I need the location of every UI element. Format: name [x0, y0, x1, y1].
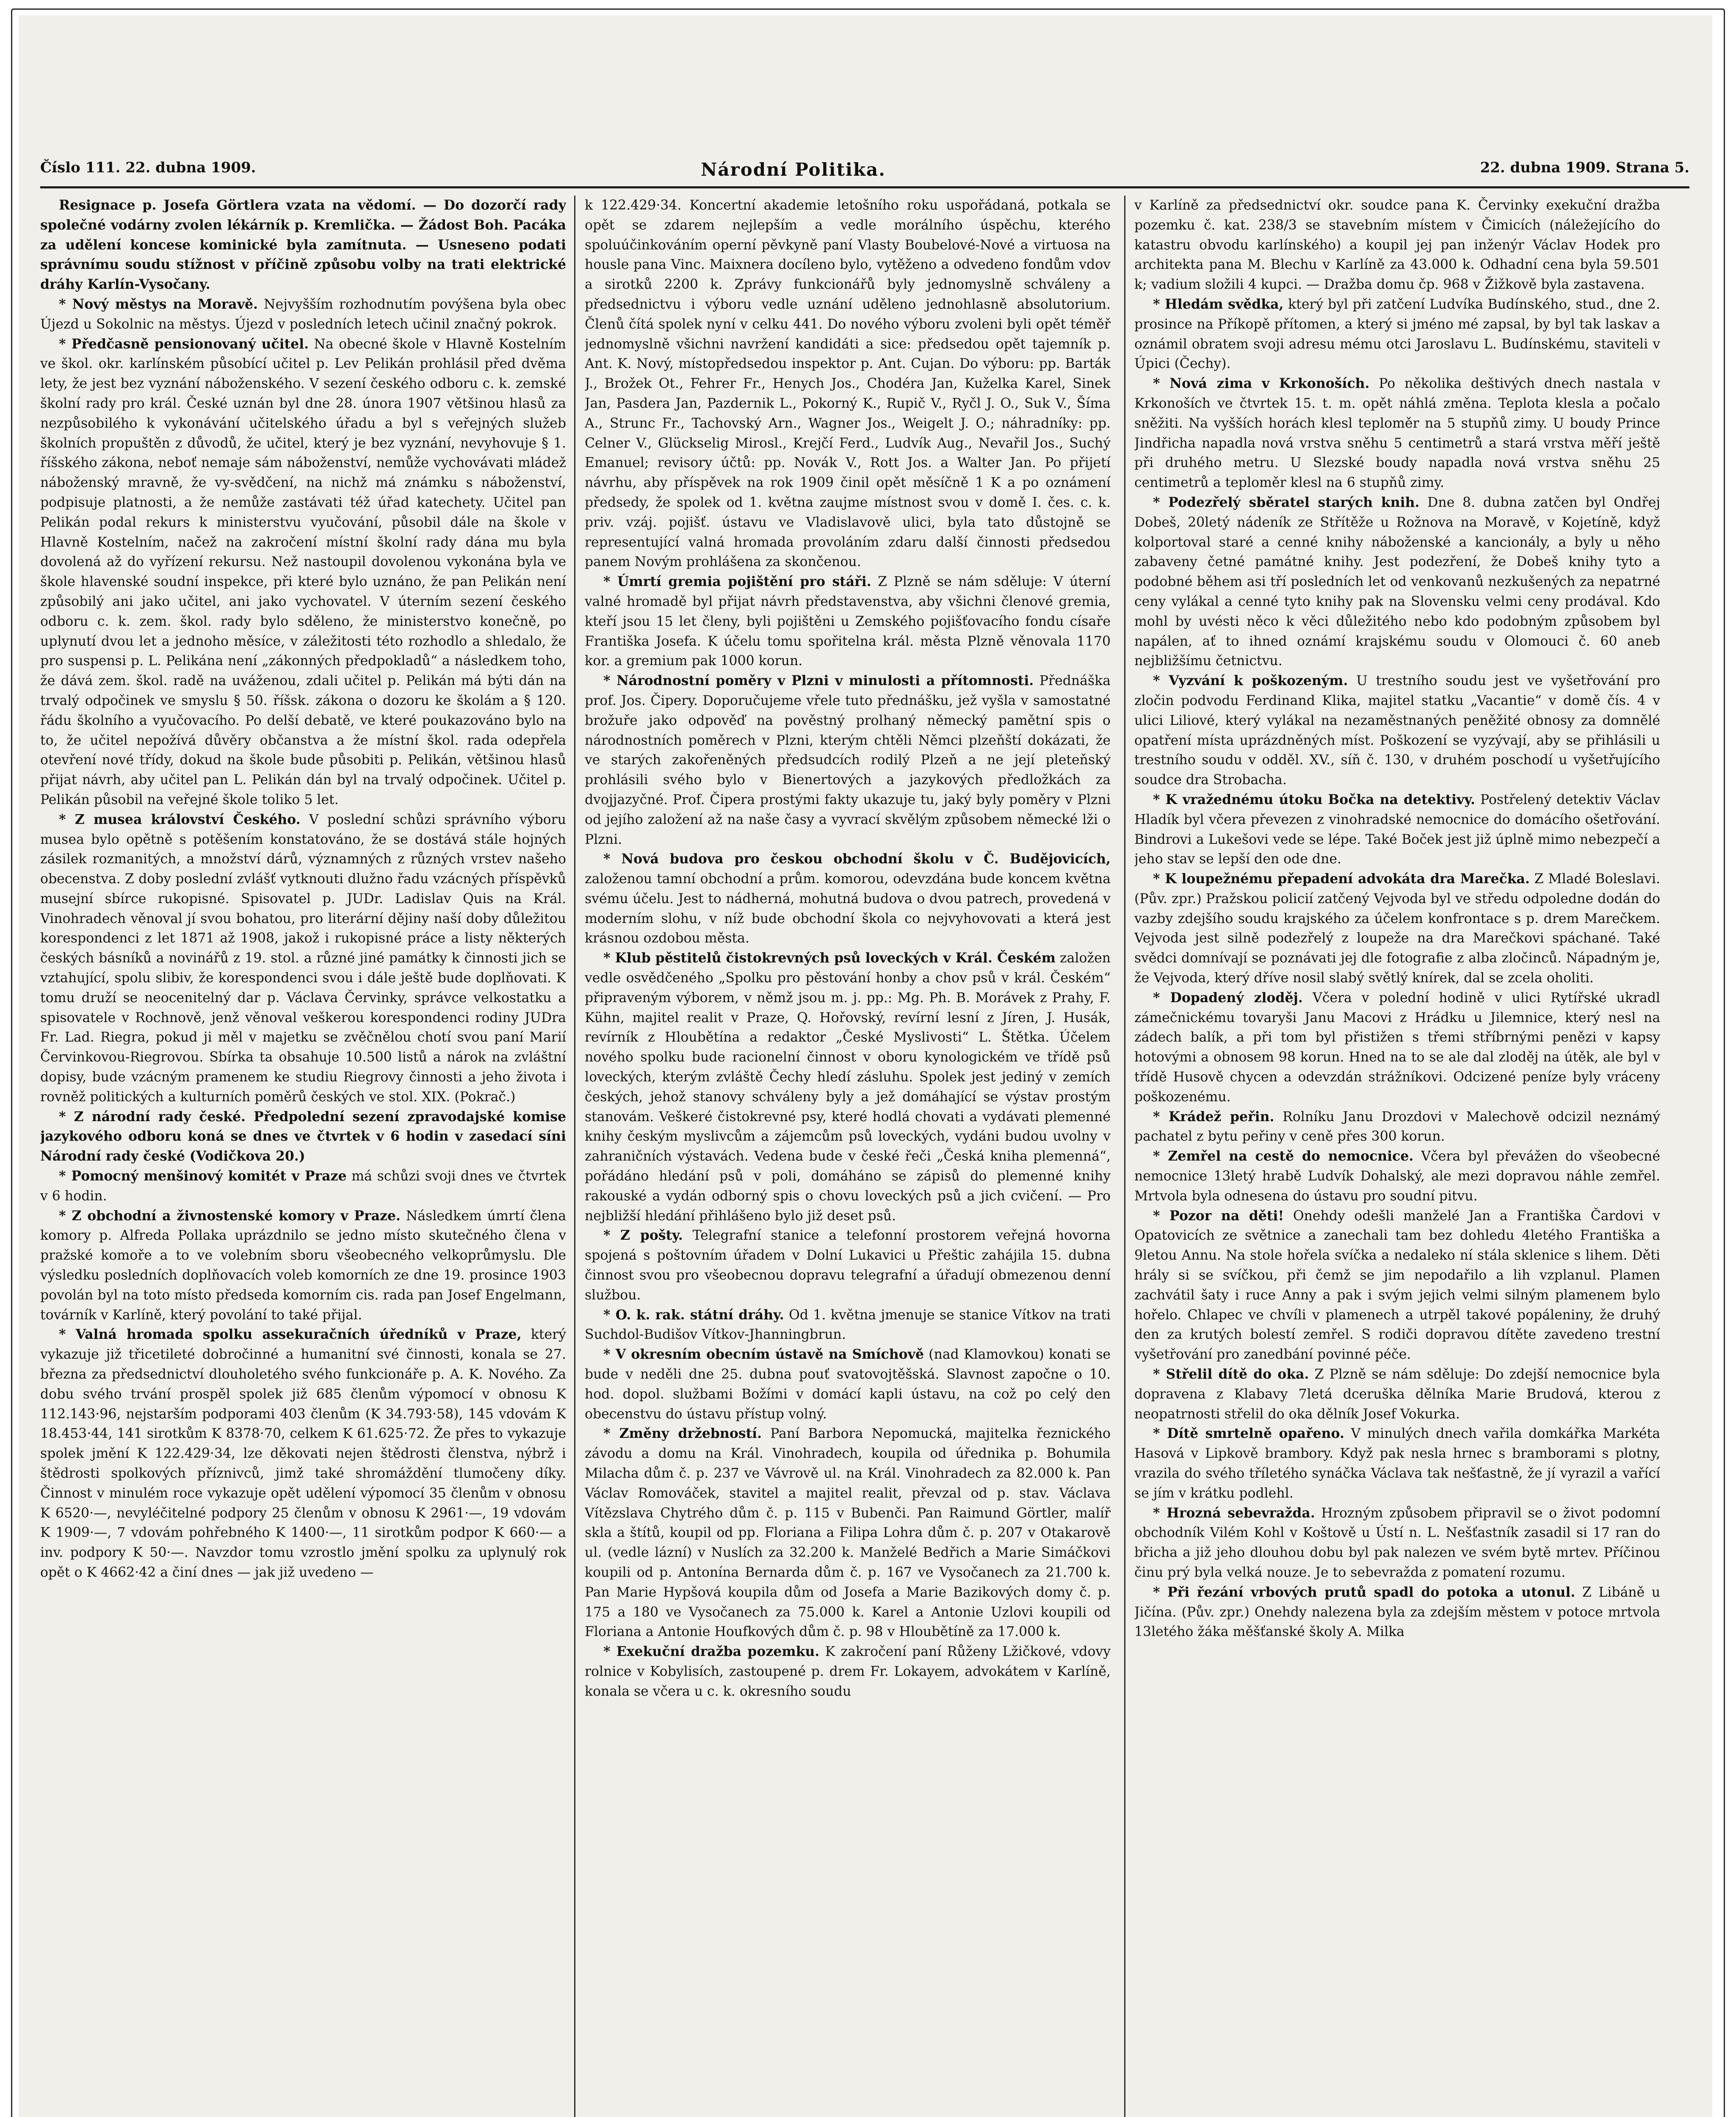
- article-paragraph: [1134, 1206, 1660, 1365]
- article-paragraph: [585, 1305, 1111, 1345]
- article-paragraph: [1134, 790, 1660, 869]
- article-paragraph: [585, 671, 1111, 849]
- article-headline: * Při řezání vrbových prutů spadl do potoka a utonul.: [1153, 1584, 1576, 1600]
- article-headline: Resignace p. Josefa Görtlera vzata na vědomí. — Do dozorčí rady společné vodárny zvolen lékárník p. Kremlička. — Žádost Boh. Pacáka za udělení koncese kominické byla zamítnuta. — Usneseno podati správnímu soudu stížnost v příčině způsobu volby na trati elektrické dráhy Karlín-Vysočany.: [40, 197, 566, 293]
- text-column-1: [40, 196, 566, 2117]
- page-header: [40, 157, 1689, 186]
- article-body: Rolníku Janu Drozdovi v Malechově odcizil neznámý pachatel z bytu peřiny v ceně přes 300 korun.: [1134, 1109, 1660, 1144]
- article-paragraph: [40, 810, 566, 1107]
- article-paragraph: [585, 948, 1111, 1226]
- article-body: Z Mladé Boleslavi. (Pův. zpr.) Pražskou policií zatčený Vejvoda byl ve středu odpoledne dodán do vazby zdejšího soudu krajského za účelem konfrontace s p. drem Marečkem. Vejvoda jest silně podezřelý z loupeže na dra Marečkovi spáchané. Také svědci domnívají se poznávati jej dle fotografie z alba zločinců. Nápadným je, že Vejvoda, který dříve nosil slabý světlý knírek, dal se zcela oholiti.: [1134, 871, 1660, 986]
- article-body: Včera v polední hodině v ulici Rytířské ukradl zámečnickému tovaryši Janu Macovi z Hrádku u Jilemnice, který nesl na zádech balík, a při tom byl přistižen s třemi stříbrnými penězi v kapsy hotovými a obnosem 98 korun. Hned na to se ale dal zloděj na útěk, ale byl v třídě Husově chycen a odevzdán strážníkovi. Odcizené peníze byly vráceny poškozenému.: [1134, 990, 1660, 1105]
- article-paragraph: [40, 196, 566, 295]
- article-paragraph: [1134, 1365, 1660, 1424]
- article-paragraph: [1134, 374, 1660, 493]
- article-body: který byl při zatčení Ludvíka Budínského, stud., dne 2. prosince na Příkopě přítomen, a který si jméno mé zapsal, by byl tak laskav a oznámil obratem svoji adresu mému otci Jaroslavu L. Budínskému, staviteli v Úpici (Čechy).: [1134, 296, 1660, 372]
- article-body: V minulých dnech vařila domkářka Markéta Hasová v Lipkově brambory. Když pak nesla hrnec s bramborami s plotny, vrazila do svého tříletého synáčka Václava tak nešťastně, že jí vyrazil a vařící se jím v krátku podlehl.: [1134, 1426, 1660, 1501]
- article-headline: * Nový městys na Moravě.: [59, 296, 258, 312]
- article-headline: * Zemřel na cestě do nemocnice.: [1153, 1148, 1414, 1164]
- article-body: Onehdy odešli manželé Jan a Františka Čardovi v Opatovicích ze světnice a zanechali tam bez dohledu 4letého Františka a 9letou Annu. Na stole hořela svíčka a nedaleko ní stála sklenice s lihem. Děti hrály si se svíčkou, při čemž se jim nepodařilo a lih vzplanul. Plamen zachvátil šaty i ruce Anny a pak i svým jejich velmi silným plamenem bylo hořelo. Chlapec ve chvíli v plamenech a utrpěl takové popáleniny, že druhý den za krutých bolestí zemřel. S rodiči dopravou dítěte zavedeno trestní vyšetřování pro zanedbání povinné péče.: [1134, 1208, 1660, 1363]
- article-paragraph: [40, 1325, 566, 1582]
- article-paragraph: [1134, 1424, 1660, 1503]
- article-paragraph: [1134, 1583, 1660, 1642]
- article-headline: * Z pošty.: [603, 1227, 683, 1244]
- article-body: Hrozným způsobem připravil se o život podomní obchodník Vilém Kohl v Koštově u Ústí n. L. Nešťastník zasadil si 17 ran do břicha a již jeho dlouhou dobu byl pak nalezen ve svém bytě mrtev. Příčinou činu prý byla velká nouze. Je to sebevražda z pomatení rozumu.: [1134, 1505, 1660, 1580]
- column-divider: [1124, 196, 1125, 2117]
- article-body: Z Plzně se nám sděluje: Do zdejší nemocnice byla dopravena z Klabavy 7letá dceruška dělníka Marie Brudová, kterou z neopatrnosti střelil do oka dělník Josef Vokurka.: [1134, 1367, 1660, 1422]
- article-paragraph: [585, 196, 1111, 572]
- article-headline: * Střelil dítě do oka.: [1153, 1366, 1309, 1382]
- article-body: Na obecné škole v Hlavně Kostelním ve škol. okr. karlínském působící učitel p. Lev Pelikán prohlásil před dvěma lety, že jest bez vyznání náboženského. V sezení českého odboru c. k. zemské školní rady pro král. České uznán byl dne 28. února 1907 většinou hlasů za nezpůsobilého k vykonávání učitelského úřadu a byl s veřejných služeb školních propuštěn z důvodů, že učitel, který je bez vyznání, nevyhovuje § 1. říšského zákona, neboť nemaje sám náboženství, nemůže vychovávati mládež náboženský mravně, že vy-svědčení, na nichž má známku s náboženství, podpisuje platnosti, a že nemůže zastávati též úřad katechety. Učitel pan Pelikán podal rekurs k ministerstvu vyučování, působil dále na škole v Hlavně Kostelním, načež na zakročení místní školní rady dána mu byla dovolená až do vyřízení rekursu. Než nastoupil dovolenou vykonána byla ve škole hlavenské soudní inspekce, při které bylo uznáno, že pan Pelikán není způsobilý ani jako učitel, ani jako vychovatel. V úterním sezení českého odboru c. k. zem. škol. rady bylo sděleno, že ministerstvo konečně, po uplynutí dvou let a jednoho měsíce, v záležitosti této rozhodlo a shledalo, že pro suspensi p. L. Pelikána není „zákonných předpokladů“ a následkem toho, že dává zem. škol. radě na uváženou, zdali učitel p. Pelikán má býti dán na trvalý odpočinek ve smyslu § 50. říšsk. zákona o dozoru ke školám a § 120. řádu školního a vyučovacího. Po delší debatě, ve které poukazováno bylo na to, že učitel nepožívá důvěry občanstva a že místní škol. rada odepřela otevření nové třídy, dokud na škole bude působiti p. Pelikán, většinou hlasů přijat návrh, aby učitel pan L. Pelikán dán byl na trvalý odpočinek. Učitel p. Pelikán působil na veřejné škole toliko 5 let.: [40, 336, 566, 807]
- header-rule: [40, 186, 1689, 188]
- article-paragraph: [1134, 988, 1660, 1107]
- article-body: Následkem úmrtí člena komory p. Alfreda Pollaka uprázdnilo se jedno místo skutečného člena v pražské komoře a to ve volebním sboru všeobecného velkoprůmyslu. Dle výsledku posledních doplňovacích voleb komorních ze dne 19. prosince 1903 povolán byl na toto místo předseda komorním cis. rada pan Josef Engelmann, továrník v Karlíně, který povolání to také přijal.: [40, 1208, 566, 1323]
- article-body: který vykazuje již třicetileté dobročinné a humanitní své činnosti, konala se 27. března za předsednictví dlouholetého svého funkcionáře p. A. K. Nového. Za dobu svého trvání prospěl spolek již 685 členům výpomocí v obnosu K 112.143·96, nejstarším podporami 403 členům (K 34.793·58), 145 vdovám K 18.453·44, 141 sirotkům K 8378·70, celkem K 61.625·72. Že přes to vykazuje spolek jmění K 122.429·34, lze děkovati nejen štědrosti členstva, nýbrž i štědrosti spolkových příznivců, jimž také shromáždění tlumočeny díky. Činnost v minulém roce vykazuje opět udělení výpomocí 35 členům v obnosu K 6520·—, nevyléčitelné podpory 25 členům v obnosu K 2961·—, 19 vdovám K 1909·—, 7 vdovám pohřebného K 1400·—, 11 sirotkům podpor K 660·— a inv. podpory K 50·—. Navzdor tomu vzrostlo jmění spolku za uplynulý rok opět o K 4662·42 a činí dnes — jak již uvedeno —: [40, 1327, 566, 1580]
- article-headline: * V okresním obecním ústavě na Smíchově: [603, 1346, 924, 1363]
- article-paragraph: [40, 334, 566, 810]
- article-paragraph: [1134, 493, 1660, 671]
- article-headline: * Podezřelý sběratel starých knih.: [1153, 494, 1420, 510]
- article-body: Po několika deštivých dnech nastala v Krkonoších ve čtvrtek 15. t. m. opět náhlá změna. Teplota klesla a počalo sněžiti. Na vyšších horách klesl teploměr na 5 stupňů zimy. U boudy Prince Jindřicha napadla nová vrstva sněhu 5 centimetrů a stará vrstva měří ještě při druhého metru. U Slezské boudy napadla nová vrstva sněhu 25 centimetrů a teploměr klesl na 6 stupňů zimy.: [1134, 376, 1660, 491]
- article-body: založen vedle osvědčeného „Spolku pro pěstování honby a chov psů v král. Českém“ připraveným výborem, v němž jsou m. j. pp.: Mg. Ph. B. Morávek z Prahy, F. Kühn, majitel realit v Praze, Q. Hořovský, revírní lesní z Jíren, J. Husák, revírník z Hloubětína a redaktor „České Myslivosti“ L. Štětka. Účelem nového spolku bude racionelní činnost v oboru kynologickém ve třídě psů loveckých, kterým zvláště Čechy hledí zásluhu. Spolek jest jediný v zemích českých, jehož stanovy schváleny byly a jež domáhající se výstav prostým stanovám. Veškeré čistokrevné psy, které hodlá chovati a vydávati plemenné knihy českým myslivcům a zájemcům psů loveckých, vydáni budou uvolny v zahraničních výstavách. Vedena bude v české řeči „Česká kniha plemenná“, pořádáno hledání psů v poli, domáháno se zápisů do plemenné knihy rakouské a vydán odborný spis o chovu loveckých psů a jich cvičení. — Pro nejbližší hledání přihlášeno bylo již deset psů.: [585, 951, 1111, 1224]
- article-headline: * Nová zima v Krkonoších.: [1153, 376, 1370, 392]
- article-paragraph: [585, 1226, 1111, 1305]
- article-body: Přednáška prof. Jos. Čipery. Doporučujeme vřele tuto přednášku, jež vyšla v samostatné brožuře jako odpověď na pověstný prolhaný německý pamětní spis o národnostních poměrech v Plzni, kterým chtěli Němci plzeňští dokázati, že ve starých zakořeněných předsudcích rodilý Plzeň a ne její pleteňský prohlásili svého bylo v Bienertových a jazykových předložkách za dvojjazyčné. Prof. Čipera prostými fakty ukazuje tu, jaký byly poměry v Plzni od jejího založení až na naše časy a vyvrací skvělým způsobem německé lži o Plzni.: [585, 673, 1111, 847]
- masthead-title: Národní Politika.: [701, 159, 886, 180]
- article-headline: * Národnostní poměry v Plzni v minulosti a přítomnosti.: [603, 673, 1034, 689]
- article-body: v Karlíně za předsednictví okr. soudce pana K. Červinky exekuční dražba pozemku č. kat. 238/3 se stavebním místem v Čimicích (náležejícího do katastru obvodu karlínského) a koupil jej pan inženýr Václav Hodek pro architekta pana M. Blechu v Karlíně za 43.000 k. Odhadní cena byla 59.501 k; vadium složili 4 kupci. — Dražba domu čp. 968 v Žižkově byla zastavena.: [1134, 198, 1660, 293]
- article-headline: * Pomocný menšinový komitét v Praze: [59, 1168, 347, 1184]
- article-paragraph: [1134, 1503, 1660, 1583]
- article-paragraph: [1134, 1107, 1660, 1147]
- article-body: U trestního soudu jest ve vyšetřování pro zločin podvodu Ferdinand Klika, majitel statku „Vacantie“ v domě čís. 4 v ulici Liliové, který vylákal na nezaměstnaných peněžité obnosy za domnělé opatření místa uprázdněných míst. Poškození se vyzývají, aby se přihlásili u trestního soudu v odděl. XV., síň č. 130, v druhém poschodí u vyšetřujícího soudce dra Strobacha.: [1134, 673, 1660, 788]
- article-headline: * Hrozná sebevražda.: [1153, 1505, 1315, 1521]
- article-paragraph: [1134, 1147, 1660, 1206]
- article-headline: * Krádež peřin.: [1153, 1108, 1274, 1125]
- article-headline: * Pozor na děti!: [1153, 1208, 1284, 1224]
- article-headline: * Z národní rady české. Předpolední sezení zpravodajské komise jazykového odboru koná se dnes ve čtvrtek v 6 hodin v zasedací síni Národní rady české (Vodičkova 20.): [40, 1108, 566, 1164]
- article-headline: * Valná hromada spolku assekuračních úředníků v Praze,: [59, 1327, 522, 1343]
- article-headline: * Vyzvání k poškozeným.: [1153, 673, 1348, 689]
- article-paragraph: [585, 1642, 1111, 1701]
- article-headline: * Nová budova pro českou obchodní školu v Č. Budějovicích,: [603, 851, 1111, 867]
- article-paragraph: [40, 295, 566, 334]
- article-headline: * Předčasně pensionovaný učitel.: [59, 336, 309, 352]
- article-body: Z Libáně u Jičína. (Pův. zpr.) Onehdy nalezena byla za zdejším městem v potoce mrtvola 13letého žáka měšťanské školy A. Milka: [1134, 1584, 1660, 1640]
- article-headline: * Exekuční dražba pozemku.: [603, 1644, 820, 1660]
- article-body: Z Plzně se nám sděluje: V úterní valné hromadě byl přijat návrh představenstva, aby všichni členové gremia, kteří jsou 15 let členy, byli pojištěni u Zemského pojišťovacího fondu císaře Františka Josefa. K účelu tomu spořitelna král. města Plzně věnovala 1170 kor. a gremium pak 1000 korun.: [585, 574, 1111, 669]
- article-body: založenou tamní obchodní a prům. komorou, odevzdána bude koncem května svému účelu. Jest to nádherná, mohutná budova o dvou patrech, provedená v moderním slohu, v níž bude obchodní škola co nejvyhovovati a která jest krásnou ozdobou města.: [585, 871, 1111, 946]
- article-paragraph: [1134, 671, 1660, 790]
- article-paragraph: [40, 1206, 566, 1325]
- article-headline: * K loupežnému přepadení advokáta dra Marečka.: [1153, 871, 1530, 887]
- article-body: V poslední schůzi správního výboru musea bylo opětně s potěšením konstatováno, že se dostává stále hojných zásilek rozmanitých, a množství dárů, významných z různých vrstev našeho obecenstva. Z doby poslední zvlášť vytknouti dlužno řadu vzácných příspěvků musejní sbírce rukopisné. Spisovatel p. JUDr. Ladislav Quis na Král. Vinohradech věnoval jí svou bohatou, pro literární dějiny naší doby důležitou korespondenci z let 1871 až 1908, jakož i rukopisné práce a listy některých českých básníků a novinářů z 19. stol. a různé jiné památky k činnosti jich se vztahující, spolu slibiv, že korespondenci svou i dále ještě bude doplňovati. K tomu druží se neocenitelný dar p. Václava Červinky, správce velkostatku a spisovatele v Rochnově, jenž věnoval veškerou korespondenci rodiny JUDra Fr. Lad. Riegra, pokud ji měl v majetku se zvěčnělou chotí svou paní Marií Červinkovou-Riegrovou. Sbírka ta obsahuje 10.500 listů a nárok na zvláštní dopisy, bude vzácným pramenem ke studiu Riegrovy činnosti a jeho života i rovněž politických a kulturních poměrů českých ve stol. XIX. (Pokrač.): [40, 812, 566, 1105]
- article-paragraph: [40, 1107, 566, 1166]
- article-body: (nad Klamovkou) konati se bude v neděli dne 25. dubna pouť svatovojtěšská. Slavnost započne o 10. hod. dopol. službami Božími v domácí kapli ústavu, na což po celý den obecenstvu do ústavu přístup volný.: [585, 1347, 1111, 1422]
- article-paragraph: [585, 1424, 1111, 1642]
- article-headline: * O. k. rak. státní dráhy.: [603, 1307, 784, 1323]
- article-paragraph: [1134, 196, 1660, 295]
- article-body: Nejvyšším rozhodnutím povýšena byla obec Újezd u Sokolnic na městys. Újezd v posledních letech učinil značný pokrok.: [40, 296, 566, 332]
- article-headline: * Změny držebností.: [603, 1426, 762, 1442]
- article-paragraph: [585, 1345, 1111, 1424]
- article-headline: * Úmrtí gremia pojištění pro stáři.: [603, 574, 871, 590]
- article-headline: * Z musea království Českého.: [59, 811, 301, 827]
- article-body: Dne 8. dubna zatčen byl Ondřej Dobeš, 20letý nádeník ze Střítěže u Rožnova na Moravě, v Kojetíně, když kolportoval staré a cenné knihy náboženské a kancionály, a byly u něho zabaveny četné památné knihy. Jest podezření, že Dobeš knihy tyto a podobné během asi tří posledních let od venkovanů nezkušených za nepatrné ceny vylákal a cenné tyto knihy pak na Slovensku velmi ceny prodával. Kdo mohl by uvésti něco k věci důležitého nebo kdo podobným způsobem byl napálen, ať to ihned oznámí krajskému soudu v Olomouci č. 60 aneb nejbližšímu četnictvu.: [1134, 495, 1660, 669]
- article-headline: * Z obchodní a živnostenské komory v Praze.: [59, 1208, 401, 1224]
- article-body: Paní Barbora Nepomucká, majitelka řeznického závodu a domu na Král. Vinohradech, koupila od úřednika p. Bohumila Milacha dům č. p. 237 ve Vávrově ul. na Král. Vinohradech za 82.000 k. Pan Václav Romováček, stavitel a majitel realit, převzal od p. stav. Václava Vítězslava Chytrého dům č. p. 115 v Bubenči. Pan Raimund Görtler, malíř skla a štítů, koupil od pp. Floriana a Filipa Lohra dům č. p. 207 v Otakarově ul. (vedle lázní) v Nuslích za 32.200 k. Manželé Bedřich a Marie Simáčkovi koupili od p. Antonína Bernarda dům č. p. 167 ve Vysočanech za 21.700 k. Pan Marie Hypšová koupila dům od Josefa a Marie Bazikových domy č. p. 175 a 180 ve Vysočanech za 75.000 k. Karel a Antonie Uzlovi koupili od Floriana a Antonie Houfkových dům č. p. 98 v Hloubětíně za 17.000 k.: [585, 1426, 1111, 1640]
- text-column-3: [1134, 196, 1660, 2117]
- article-body: k 122.429·34. Koncertní akademie letošního roku uspořádaná, potkala se opět se zdarem nejlepším a vedle morálního úspěchu, kterého spoluúčinkováním operní pěvkyně paní Vlasty Boubelové-Nové a virtuosa na housle pana Vinc. Maixnera docíleno bylo, vytěženo a odvedeno fondům vdov a sirotků 2200 k. Zprávy funkcionářů byly jednomyslně schváleny a předsednictvu i výboru vedle uznání uděleno jednohlasně absolutorium. Členů čítá spolek nyní v celku 441. Do nového výboru zvoleni byli opět téměř jednomyslně všichni navržení kandidáti a sice: předsedou opět tajemník p. Ant. K. Nový, místopředsedou inspektor p. Ant. Cujan. Do výboru: pp. Barták J., Brožek Ot., Fehrer Fr., Henych Jos., Chodéra Jan, Kuželka Karel, Sinek Jan, Pasdera Jan, Pazdernik L., Pokorný K., Rupič V., Ryčl J. O., Suk V., Šíma A., Strunc Fr., Tachovský Arn., Wagner Jos., Weigelt J. O.; náhradníky: pp. Celner V., Glückselig Mirosl., Krejčí Ferd., Ludvík Aug., Nevařil Jos., Suchý Emanuel; revisory účtů: pp. Novák V., Rott Jos. a Walter Jan. Po přijetí návrhu, aby příspěvek na rok 1909 činil opět měsíčně 1 K a po oznámení předsedy, že spolek od 1. května zaujme místnost svou v domě I. čes. c. k. priv. vzáj. pojišť. ústavu ve Vladislavově ulici, byla tato důstojně se representující valná hromada provoláním zdaru další činnosti předsedou panem Novým prohlášena za skončenou.: [585, 198, 1111, 570]
- text-column-2: [585, 196, 1111, 2117]
- issue-number-date: Číslo 111. 22. dubna 1909.: [40, 159, 256, 176]
- article-body: Telegrafní stanice a telefonní prostorem veřejná hovorna spojená s poštovním úřadem v Dolní Lukavici u Přeštic zahájila 15. dubna činnost svou pro všeobecnou dopravu telegrafní a úřadují obmezenou denní službou.: [585, 1228, 1111, 1303]
- column-divider: [574, 196, 575, 2117]
- article-headline: * Hledám svědka,: [1153, 296, 1284, 312]
- article-paragraph: [1134, 295, 1660, 374]
- article-paragraph: [40, 1166, 566, 1206]
- date-page-number: 22. dubna 1909. Strana 5.: [1480, 159, 1689, 176]
- article-headline: * Dítě smrtelně opařeno.: [1153, 1426, 1344, 1442]
- article-headline: * Dopadený zloděj.: [1153, 989, 1303, 1006]
- article-headline: * K vražednému útoku Bočka na detektivy.: [1153, 791, 1475, 807]
- article-body: Včera byl převážen do všeobecné nemocnice 13letý hrabě Ludvík Dohalský, ale mezi dopravou náhle zemřel. Mrtvola byla odnesena do ústavu pro soudní pitvu.: [1134, 1149, 1660, 1204]
- article-body: má schůzi svoji dnes ve čtvrtek v 6 hodin.: [40, 1169, 566, 1204]
- article-body: Od 1. května jmenuje se stanice Vítkov na trati Suchdol-Budišov Vítkov-Jhanningbrun.: [585, 1307, 1111, 1343]
- article-paragraph: [585, 849, 1111, 948]
- article-body: K zakročení paní Růženy Lžičkové, vdovy rolnice v Kobylisích, zastoupené p. drem Fr. Lokayem, advokátem v Karlíně, konala se včera u c. k. okresního soudu: [585, 1644, 1111, 1699]
- article-paragraph: [585, 572, 1111, 671]
- article-headline: * Klub pěstitelů čistokrevných psů loveckých v Král. Českém: [603, 950, 1056, 966]
- article-paragraph: [1134, 869, 1660, 988]
- article-body: Postřelený detektiv Václav Hladík byl včera převezen z vinohradské nemocnice do domácího ošetřování. Bindrovi a Lukešovi vede se lépe. Také Boček jest již úplně mimo nebezpečí a jeho stav se lepší den ode dne.: [1134, 792, 1660, 867]
